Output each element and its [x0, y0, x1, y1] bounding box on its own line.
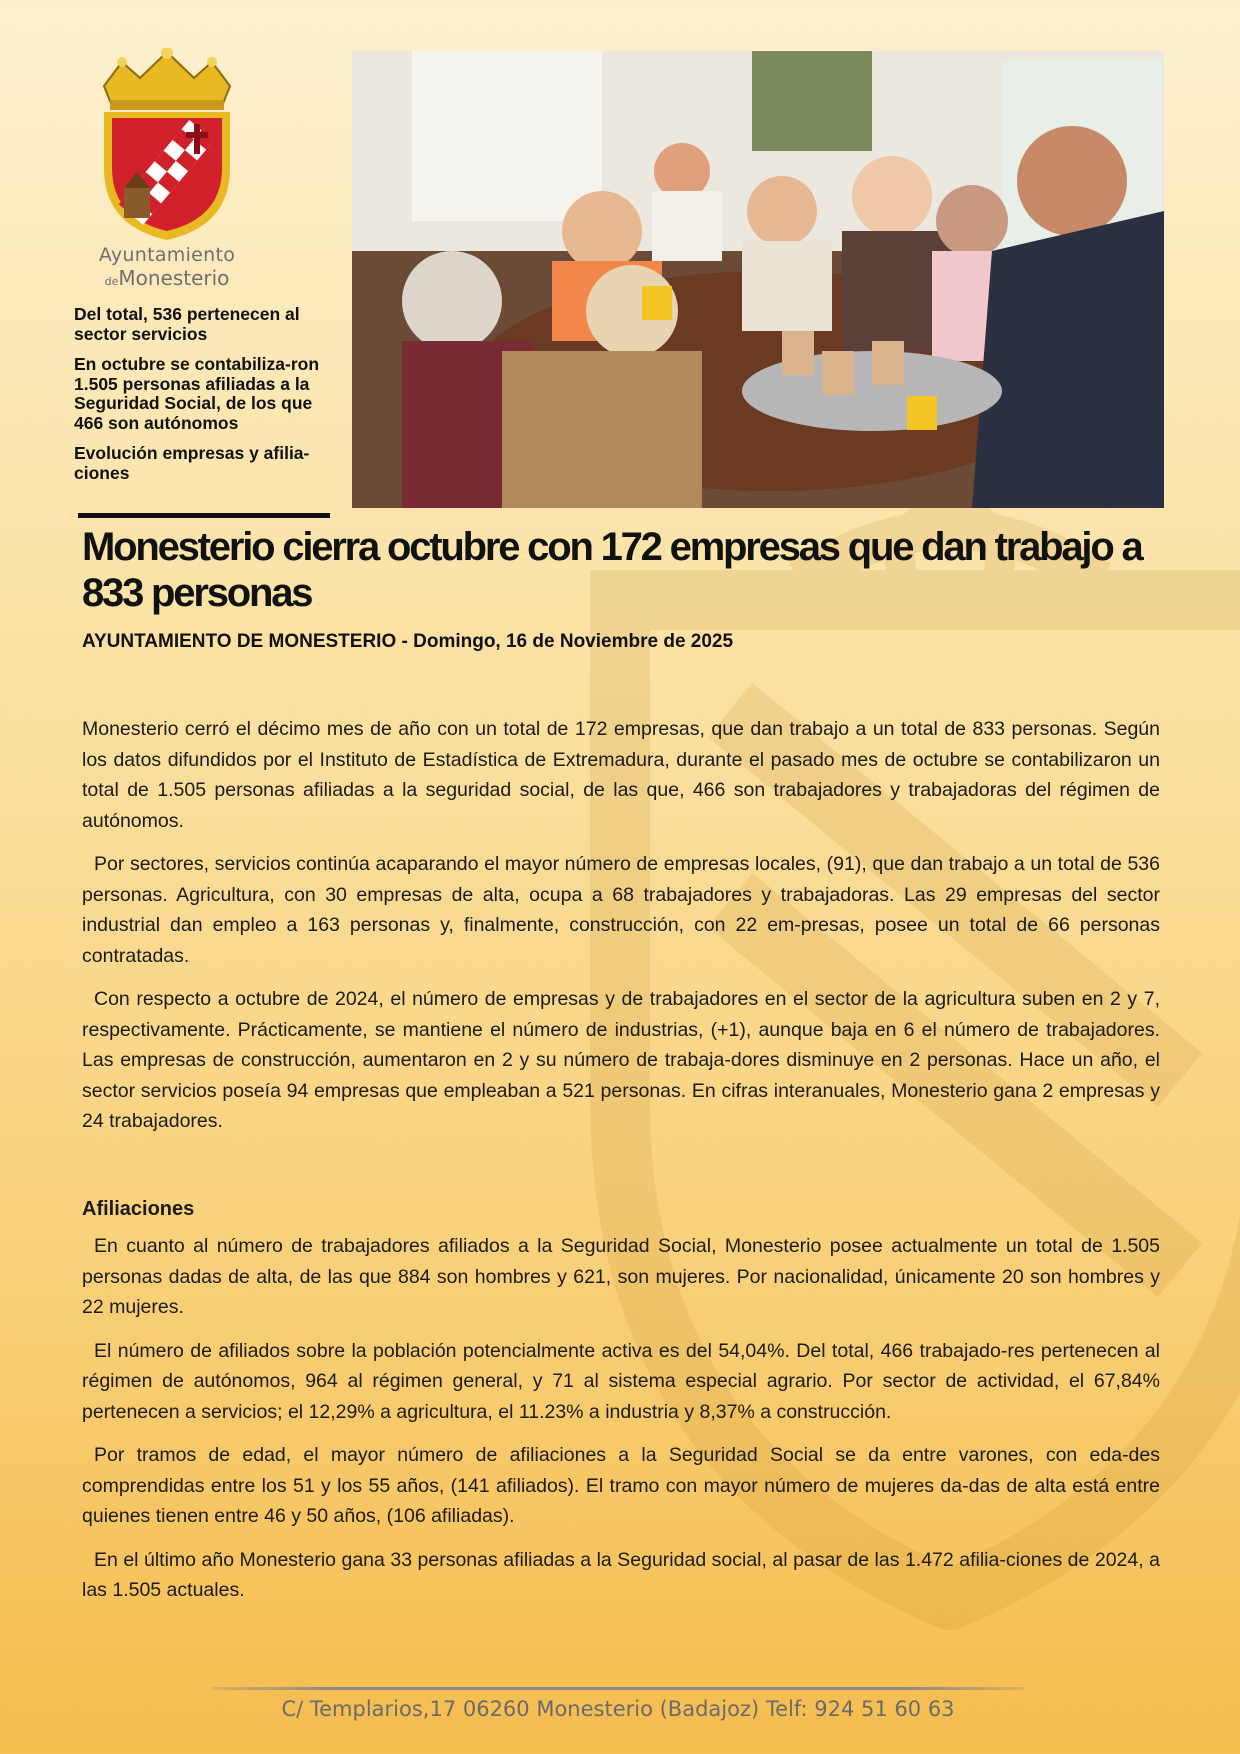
logo-line-2-prefix: de — [104, 275, 119, 288]
highlight-item: Evolución empresas y afilia-ciones — [74, 443, 310, 483]
article-photo — [352, 51, 1164, 508]
municipal-logo — [82, 48, 252, 293]
body-paragraph: Con respecto a octubre de 2024, el número de empresas y de trabajadores en el sector de la agricultura suben en 2 y 7, respectivamente. Prácticamente, se mantiene el número de industrias, (+1), aunque baja en 6 el número de trabajadores. Las empresas de construcción, aumentaron en 2 y su número de trabaja-dores disminuye en 2 personas. Hace un año, el sector servicios poseía 94 empresas que empleaban a 521 personas. En cifras interanuales, Monesterio gana 2 empresas y 24 trabajadores. — [82, 988, 1160, 1132]
article-title: Monesterio cierra octubre con 172 empresas que dan trabajo a 833 personas — [82, 525, 1142, 615]
highlight-item: Del total, 536 pertenecen al sector servicios — [74, 304, 300, 344]
section-spacer — [82, 1150, 1160, 1194]
body-paragraph: Por sectores, servicios continúa acaparando el mayor número de empresas locales, (91), que dan trabajo a un total de 536 personas. Agricultura, con 30 empresas de alta, ocupa a 68 trabajadores y trabajadoras. Las 29 empresas del sector industrial dan empleo a 163 personas y, finalmente, construcción, con 22 em-presas, posee un total de 66 personas contratadas. — [82, 853, 1160, 967]
body-paragraph: Monesterio cerró el décimo mes de año con un total de 172 empresas, que dan trabajo a un total de 833 personas. Según los datos difundidos por el Instituto de Estadística de Extremadura, durante el pasado mes de octubre se contabilizaron un total de 1.505 personas afiliadas a la seguridad social, de las que, 466 son trabajadores y trabajadoras del régimen de autónomos. — [82, 718, 1160, 832]
section-heading: Afiliaciones — [82, 1197, 195, 1220]
body-paragraph: En cuanto al número de trabajadores afiliados a la Seguridad Social, Monesterio posee actualmente un total de 1.505 personas dadas de alta, de las que 884 son hombres y 621, son mujeres. Por nacionalidad, únicamente 20 son hombres y 22 mujeres. — [82, 1235, 1160, 1318]
logo-line-2 — [82, 266, 252, 290]
logo-line-2-name: Monesterio — [118, 266, 230, 290]
logo-line-1: Ayuntamiento — [98, 244, 236, 266]
coat-of-arms-icon — [82, 48, 252, 243]
body-paragraph: Por tramos de edad, el mayor número de afiliaciones a la Seguridad Social se da entre varones, con eda-des comprendidas entre los 51 y los 55 años, (141 afiliados). El tramo con mayor número de mujeres da-das de alta está entre quienes tienen entre 46 y 50 años, (106 afiliadas). — [82, 1444, 1160, 1527]
divider — [78, 513, 330, 518]
article-body — [82, 714, 1160, 1619]
footer-divider — [212, 1687, 1024, 1690]
body-paragraph: El número de afiliados sobre la población potencialmente activa es del 54,04%. Del total, 466 trabajado-res pertenecen al régimen de autónomos, 964 al régimen general, y 71 al sistema especial agrario. Por sector de actividad, el 67,84% pertenecen a servicios; el 12,29% a agricultura, el 11.23% a industria y 8,37% a construcción. — [82, 1339, 1160, 1423]
body-paragraph: En el último año Monesterio gana 33 personas afiliadas a la Seguridad social, al pasar de las 1.472 afilia-ciones de 2024, a las 1.505 actuales. — [82, 1548, 1160, 1601]
article-byline: AYUNTAMIENTO DE MONESTERIO - Domingo, 16 de Noviembre de 2025 — [82, 631, 734, 652]
photo-illustration — [352, 51, 1164, 508]
footer-address: C/ Templarios,17 06260 Monesterio (Badajoz) Telf: 924 51 60 63 — [281, 1697, 955, 1721]
highlights-column — [74, 305, 334, 494]
highlight-item: En octubre se contabiliza-ron 1.505 personas afiliadas a la Seguridad Social, de los que 466 son autónomos — [74, 354, 320, 433]
